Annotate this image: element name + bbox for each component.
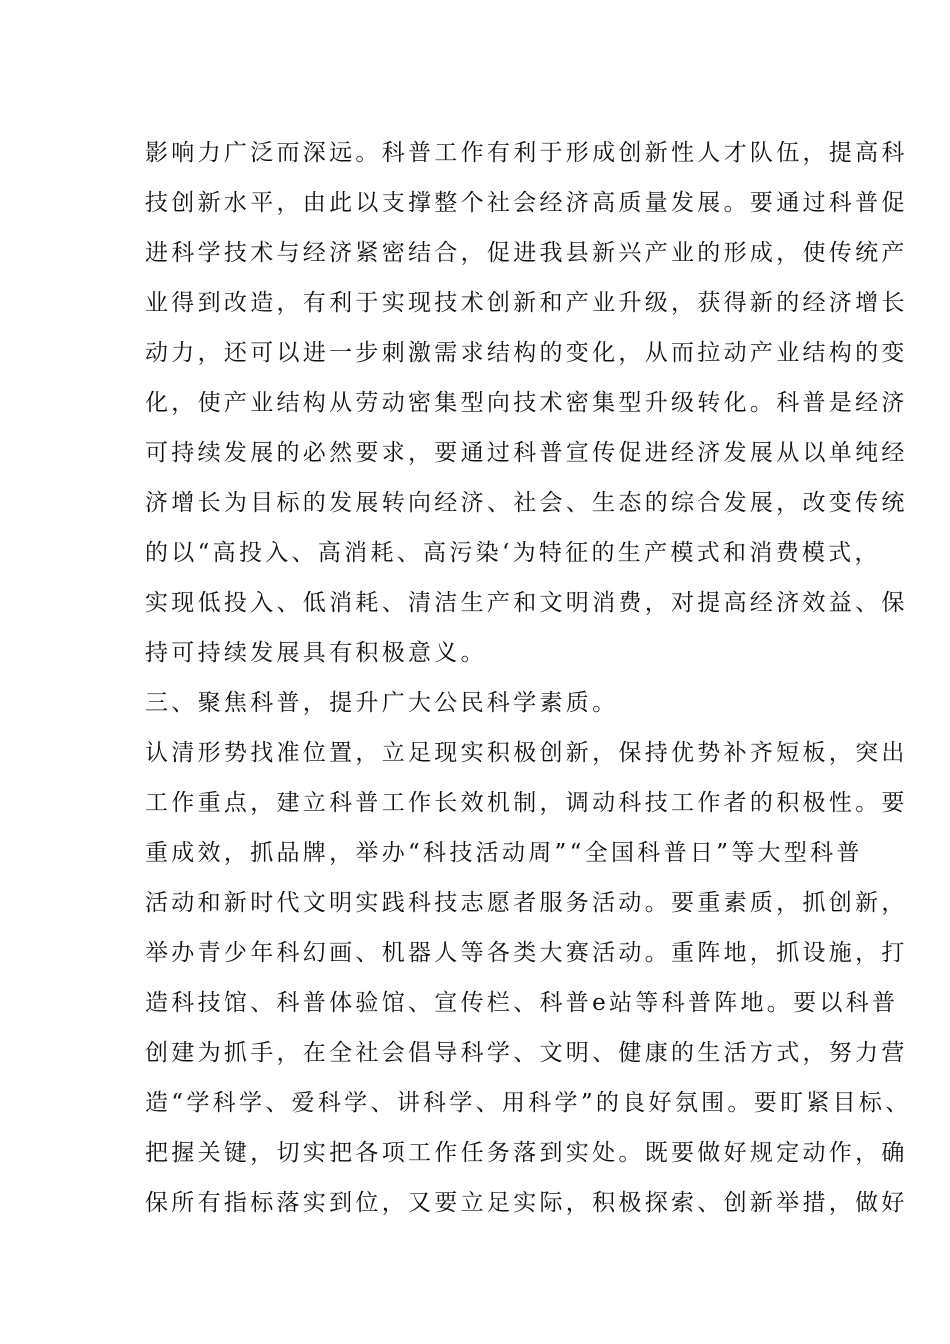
text-line: 化，使产业结构从劳动密集型向技术密集型升级转化。科普是经济 [145, 390, 908, 416]
text-line: 动力，还可以进一步刺激需求结构的变化，从而拉动产业结构的变 [145, 340, 908, 366]
text-line: 的以“高投入、高消耗、高污染‘为特征的生产模式和消费模式， [145, 540, 881, 566]
text-line: 进科学技术与经济紧密结合，促进我县新兴产业的形成，使传统产 [145, 240, 908, 266]
text-line: 技创新水平，由此以支撑整个社会经济高质量发展。要通过科普促 [145, 190, 908, 216]
text-line: 影响力广泛而深远。科普工作有利于形成创新性人才队伍，提高科 [145, 140, 908, 166]
text-line: 举办青少年科幻画、机器人等各类大赛活动。重阵地，抓设施，打 [145, 940, 908, 966]
text-line: 实现低投入、低消耗、清洁生产和文明消费，对提高经济效益、保 [145, 590, 908, 616]
text-line: 把握关键，切实把各项工作任务落到实处。既要做好规定动作，确 [145, 1140, 908, 1166]
text-line: 可持续发展的必然要求，要通过科普宣传促进经济发展从以单纯经 [145, 440, 908, 466]
text-line: 造科技馆、科普体验馆、宣传栏、科普e站等科普阵地。要以科普 [145, 990, 899, 1016]
text-line: 重成效，抓品牌，举办“科技活动周”“全国科普日”等大型科普 [145, 840, 863, 866]
text-line: 保所有指标落实到位，又要立足实际，积极探索、创新举措，做好 [145, 1190, 908, 1216]
text-line: 工作重点，建立科普工作长效机制，调动科技工作者的积极性。要 [145, 790, 908, 816]
text-line: 活动和新时代文明实践科技志愿者服务活动。要重素质，抓创新， [145, 890, 908, 916]
text-line: 认清形势找准位置，立足现实积极创新，保持优势补齐短板，突出 [145, 740, 908, 766]
text-line: 创建为抓手，在全社会倡导科学、文明、健康的生活方式，努力营 [145, 1040, 908, 1066]
text-line: 业得到改造，有利于实现技术创新和产业升级，获得新的经济增长 [145, 290, 908, 316]
text-line: 济增长为目标的发展转向经济、社会、生态的综合发展，改变传统 [145, 490, 908, 516]
section-heading: 三、聚焦科普，提升广大公民科学素质。 [145, 690, 619, 716]
text-line: 造“学科学、爱科学、讲科学、用科学”的良好氛围。要盯紧目标、 [145, 1090, 912, 1116]
text-line: 持可持续发展具有积极意义。 [145, 640, 487, 666]
